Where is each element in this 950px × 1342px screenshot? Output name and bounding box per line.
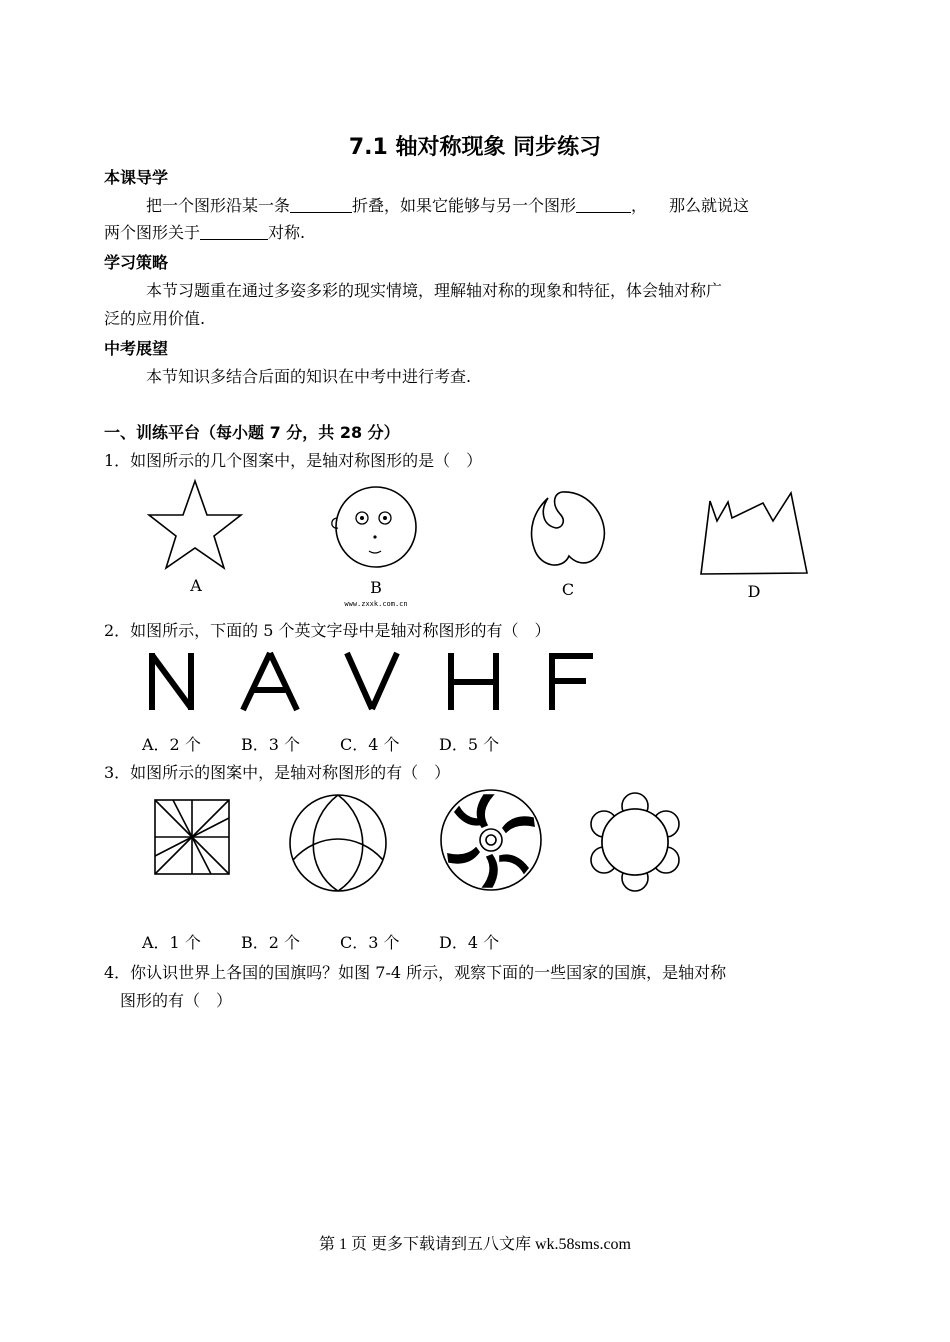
question-1: 1．如图所示的几个图案中，是轴对称图形的是（ ） bbox=[104, 451, 483, 470]
strategy-line-2: 泛的应用价值. bbox=[104, 309, 206, 328]
part1-heading: 一、训练平台（每小题 7 分，共 28 分） bbox=[104, 423, 400, 442]
q1-label-d: D bbox=[747, 582, 761, 601]
question-4-line-2: 图形的有（ ） bbox=[120, 991, 233, 1010]
guide-text-part: 折叠，如果它能够与另一个图形 bbox=[352, 196, 577, 215]
question-3: 3．如图所示的图案中，是轴对称图形的有（ ） bbox=[104, 763, 451, 782]
question-2-text: 2．如图所示，下面的 5 个英文字母中是轴对称图形的有（ ） bbox=[104, 621, 551, 640]
guide-text-part: 对称. bbox=[268, 223, 306, 242]
question-4-line-1: 4．你认识世界上各国的国旗吗？如图 7-4 所示，观察下面的一些国家的国旗，是轴对称 bbox=[104, 963, 727, 982]
strategy-line-1: 本节习题重在通过多姿多彩的现实情境，理解轴对称的现象和特征，体会轴对称广 bbox=[146, 281, 723, 300]
q2-option-a[interactable]: A．2 个 bbox=[142, 735, 201, 754]
page-title: 7.1 轴对称现象 同步练习 bbox=[348, 135, 602, 160]
trefoil-circle-figure bbox=[290, 795, 386, 891]
q3-option-b[interactable]: B．2 个 bbox=[241, 933, 301, 952]
q2-option-b[interactable]: B．3 个 bbox=[241, 735, 301, 754]
q1-label-c: C bbox=[561, 580, 575, 599]
q2-option-c[interactable]: C．4 个 bbox=[340, 735, 400, 754]
q3-option-a[interactable]: A．1 个 bbox=[142, 933, 201, 952]
page-footer: 第 1 页 更多下载请到五八文库 wk.58sms.com bbox=[318, 1236, 631, 1253]
q2-option-d[interactable]: D．5 个 bbox=[439, 735, 500, 754]
flower-figure bbox=[591, 793, 679, 891]
outlook-text: 本节知识多结合后面的知识在中考中进行考查. bbox=[146, 367, 472, 386]
q1-label-b: B bbox=[370, 578, 382, 597]
q3-option-c[interactable]: C．3 个 bbox=[340, 933, 400, 952]
guide-text-part: 那么就说这 bbox=[669, 196, 750, 215]
pinwheel-figure bbox=[155, 800, 229, 874]
q3-option-d[interactable]: D．4 个 bbox=[439, 933, 500, 952]
swirl-disc-figure bbox=[441, 790, 541, 890]
guide-text-part: ， bbox=[631, 196, 648, 215]
strategy-heading: 学习策略 bbox=[104, 253, 169, 272]
guide-heading: 本课导学 bbox=[104, 168, 169, 187]
outlook-heading: 中考展望 bbox=[104, 339, 169, 358]
watermark: www.zxxk.com.cn bbox=[344, 600, 408, 608]
guide-text-part: 把一个图形沿某一条 bbox=[146, 196, 291, 215]
q1-label-a: A bbox=[190, 576, 202, 595]
guide-text-part: 两个图形关于 bbox=[104, 223, 201, 242]
